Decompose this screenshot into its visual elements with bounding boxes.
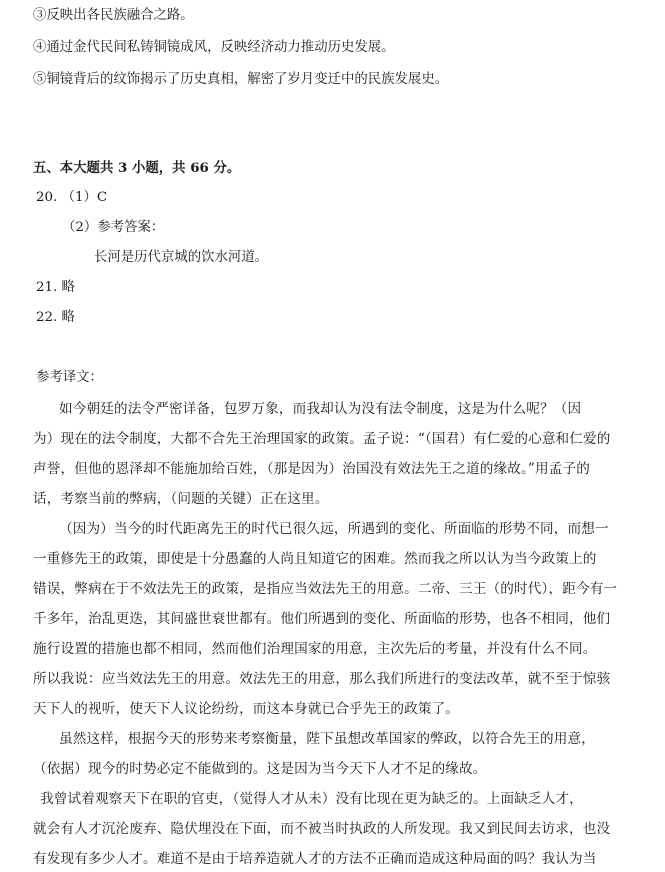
translation-line: 所以我说：应当效法先王的用意。效法先王的用意，那么我们所进行的变法改革，就不至于惊骇 [33, 671, 611, 687]
translation-line: 为）现在的法令制度，大都不合先王治理国家的政策。孟子说：“（国君）有仁爱的心意和仁爱的 [33, 431, 611, 447]
translation-line: （因为）当今的时代距离先王的时代已很久远，所遇到的变化、所面临的形势不同，而想一 [59, 521, 609, 537]
answer-point-4: ④通过金代民间私铸铜镜成风，反映经济动力推动历史发展。 [33, 40, 395, 55]
translation-line: 话，考察当前的弊病，（问题的关键）正在这里。 [33, 491, 329, 507]
question-20-answer: 长河是历代京城的饮水河道。 [94, 250, 269, 265]
answer-point-3: ③反映出各民族融合之路。 [33, 8, 194, 23]
translation-heading: 参考译文： [36, 370, 103, 385]
translation-line: 虽然这样，根据今天的形势来考察衡量，陛下虽想改革国家的弊政，以符合先王的用意， [59, 731, 596, 747]
translation-line: 施行设置的措施也都不相同，然而他们治理国家的用意，主次先后的考量，并没有什么不同。 [33, 641, 597, 657]
translation-line: 千多年，治乱更迭，其间盛世衰世都有。他们所遇到的变化、所面临的形势，也各不相同，他们 [33, 611, 611, 627]
translation-line: 错误，弊病在于不效法先王的政策，是指应当效法先王的用意。二帝、三王（的时代），距今有一 [33, 581, 618, 597]
section-heading: 五、本大题共 3 小题，共 66 分。 [33, 160, 241, 176]
translation-line: 如今朝廷的法令严密详备，包罗万象，而我却认为没有法令制度，这是为什么呢？（因 [59, 401, 582, 417]
translation-line: （依据）现今的时势必定不能做到的。这是因为当今天下人才不足的缘故。 [33, 761, 487, 777]
question-22: 22. 略 [36, 310, 75, 325]
question-20: 20. （1）C [36, 190, 108, 205]
translation-line: 就会有人才沉沦废弃、隐伏埋没在下面，而不被当时执政的人所发现。我又到民间去访求，也没 [33, 821, 611, 837]
question-21: 21. 略 [36, 280, 75, 295]
translation-line: 声誉，但他的恩泽却不能施加给百姓，（那是因为）治国没有效法先王之道的缘故。”用孟子的 [33, 461, 590, 477]
question-20-part-2: （2）参考答案： [62, 220, 165, 235]
translation-line: 我曾试着观察天下在职的官吏，（觉得人才从未）没有比现在更为缺乏的。上面缺乏人才， [40, 791, 583, 807]
answer-point-5: ⑤铜镜背后的纹饰揭示了历史真相，解密了岁月变迁中的民族发展史。 [33, 72, 449, 87]
translation-line: 一重修先王的政策，即使是十分愚蠢的人尚且知道它的困难。然而我之所以认为当今政策上的 [33, 551, 597, 567]
translation-line: 有发现有多少人才。难道不是由于培养造就人才的方法不正确而造成这种局面的吗？我认为当 [33, 851, 597, 867]
translation-line: 天下人的视听，使天下人议论纷纷，而这本身就已合乎先王的政策了。 [33, 701, 460, 717]
